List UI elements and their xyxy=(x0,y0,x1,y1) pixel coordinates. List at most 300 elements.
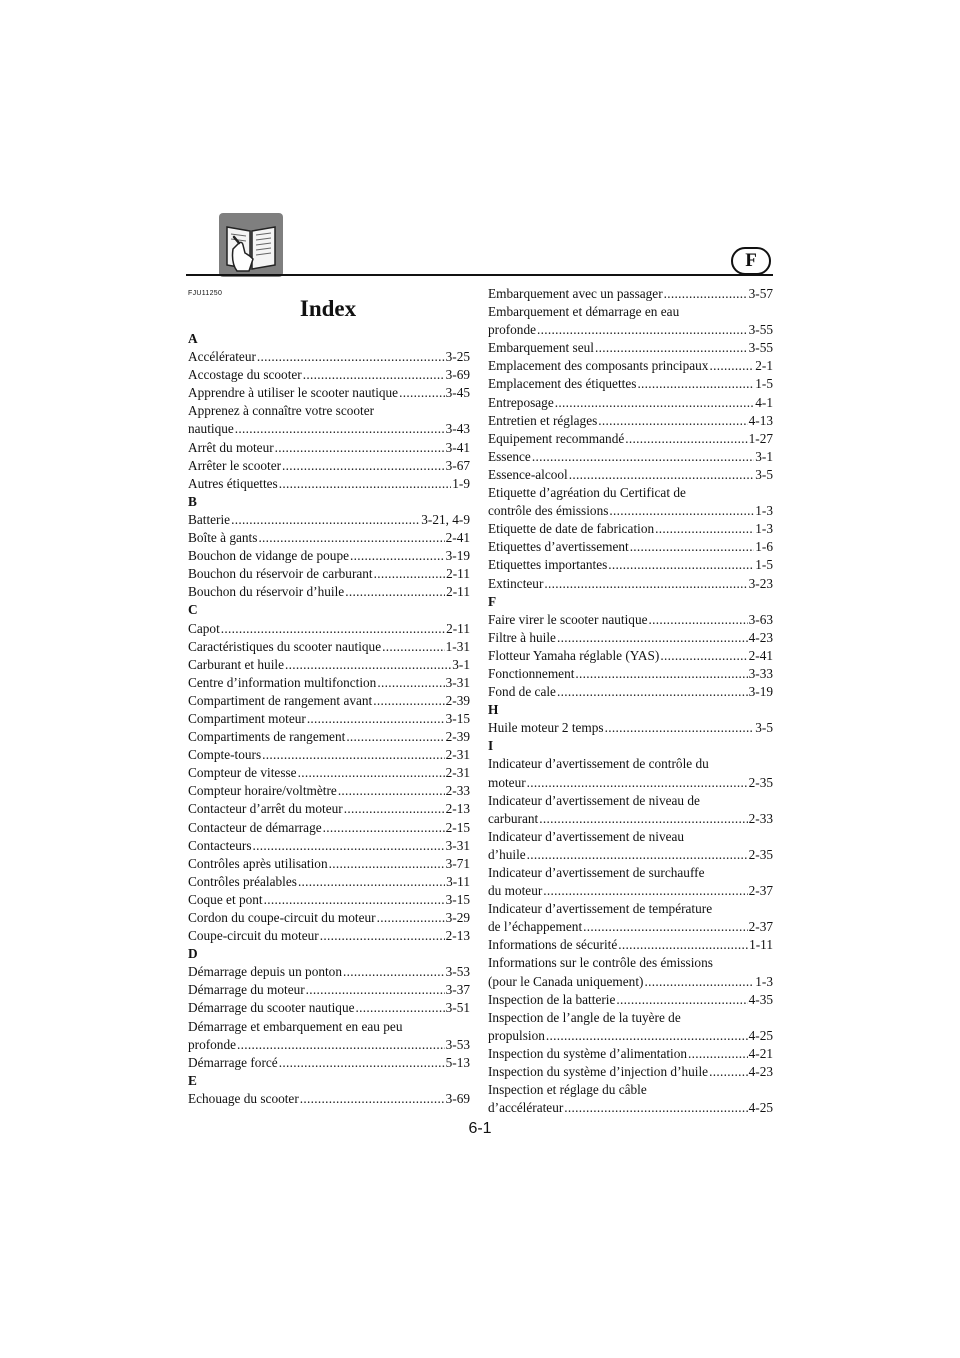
index-column-right xyxy=(488,285,773,1117)
index-entry-text: Démarrage depuis un ponton xyxy=(188,964,342,980)
index-entry-text: Boîte à gants xyxy=(188,530,258,546)
index-entry xyxy=(188,981,470,999)
dot-leader xyxy=(221,620,445,638)
index-entry xyxy=(488,1027,773,1045)
index-entry-text: Bouchon du réservoir de carburant xyxy=(188,566,373,582)
index-entry xyxy=(488,683,773,701)
dot-leader xyxy=(235,420,445,438)
index-page-ref: 1-9 xyxy=(452,475,470,491)
index-entry-text: Compte-tours xyxy=(188,747,262,763)
index-page-ref: 3-21, 4-9 xyxy=(421,511,470,527)
index-entry-text: Entreposage xyxy=(488,394,554,410)
index-entry xyxy=(488,321,773,339)
dot-leader xyxy=(557,683,748,701)
dot-leader xyxy=(329,855,445,873)
dot-leader xyxy=(377,674,444,692)
index-page-ref: 3-5 xyxy=(755,720,773,736)
index-entry-text: Inspection du système d’injection d’huile xyxy=(488,1064,709,1080)
index-entry-text: Démarrage du scooter nautique xyxy=(188,1000,355,1016)
index-entry-text: Indicateur d’avertissement de niveau de xyxy=(488,792,700,808)
index-entry xyxy=(488,502,773,520)
dot-leader xyxy=(307,710,445,728)
index-entry xyxy=(488,918,773,936)
dot-leader xyxy=(300,1090,445,1108)
index-entry xyxy=(488,375,773,393)
dot-leader xyxy=(555,394,755,412)
dot-leader xyxy=(564,1099,747,1117)
index-entry-text: Contacteur d’arrêt du moteur xyxy=(188,801,343,817)
index-entry xyxy=(188,1090,470,1108)
index-entry-text: Coque et pont xyxy=(188,891,263,907)
index-entry-text: Fond de cale xyxy=(488,684,556,700)
index-page-ref: 4-25 xyxy=(748,1100,773,1116)
dot-leader xyxy=(298,873,445,891)
page-number: 6-1 xyxy=(468,1120,492,1137)
dot-leader xyxy=(231,511,420,529)
page-title: Index xyxy=(299,296,357,321)
index-entry-text: Compartiment de rangement avant xyxy=(188,692,373,708)
index-letter-heading: B xyxy=(188,493,197,509)
index-entry-text: Compartiment moteur xyxy=(188,710,306,726)
index-entry-text: propulsion xyxy=(488,1027,545,1043)
index-page-ref: 2-33 xyxy=(748,810,773,826)
index-entry xyxy=(188,710,470,728)
dot-leader xyxy=(285,656,451,674)
index-entry-text: Indicateur d’avertissement de niveau xyxy=(488,828,685,844)
index-page-ref: 4-1 xyxy=(755,394,773,410)
index-entry-text: Contacteurs xyxy=(188,837,252,853)
index-entry xyxy=(188,674,470,692)
index-page-ref: 3-23 xyxy=(748,575,773,591)
index-page-ref: 3-29 xyxy=(445,910,470,925)
index-page-ref: 2-31 xyxy=(445,747,470,763)
dot-leader xyxy=(338,782,445,800)
dot-leader xyxy=(543,882,747,900)
index-entry xyxy=(188,764,470,782)
index-page-ref: 3-1 xyxy=(452,656,470,672)
index-page-ref: 2-41 xyxy=(748,647,773,663)
dot-leader xyxy=(306,981,445,999)
dot-leader xyxy=(575,665,747,683)
index-entry-text: Carburant et huile xyxy=(188,656,284,672)
index-page-ref: 3-55 xyxy=(748,322,773,338)
index-page-ref: 2-39 xyxy=(445,729,470,745)
index-entry-text: Cordon du coupe-circuit du moteur xyxy=(188,910,376,925)
index-entry xyxy=(488,647,773,665)
index-entry-text: Démarrage et embarquement en eau peu xyxy=(188,1018,403,1034)
index-page-ref: 2-11 xyxy=(446,584,470,600)
language-badge: F xyxy=(731,247,771,275)
index-entry-text: Etiquette de date de fabrication xyxy=(488,521,655,537)
index-entry-text: Indicateur d’avertissement de surchauffe xyxy=(488,865,705,880)
index-column-left xyxy=(188,330,470,1108)
index-entry-text: Coupe-circuit du moteur xyxy=(188,928,319,944)
index-entry-text: Compteur horaire/voltmètre xyxy=(188,783,337,799)
index-entry xyxy=(188,565,470,583)
index-page-ref: 4-25 xyxy=(748,1027,773,1043)
dot-leader xyxy=(527,774,748,792)
dot-leader xyxy=(609,502,754,520)
header-rule xyxy=(186,274,773,276)
index-page-ref: 5-13 xyxy=(445,1054,470,1070)
index-letter-heading: H xyxy=(488,702,499,718)
index-page-ref: 1-5 xyxy=(755,376,773,392)
index-entry-text: Embarquement avec un passager xyxy=(488,286,663,301)
index-entry xyxy=(488,466,773,484)
dot-leader xyxy=(546,1027,748,1045)
index-entry xyxy=(488,285,773,303)
dot-leader xyxy=(644,973,754,991)
index-page-ref: 2-1 xyxy=(755,358,773,374)
index-entry-text: Essence xyxy=(488,448,531,464)
index-entry xyxy=(188,583,470,601)
index-entry-text: Compartiments de rangement xyxy=(188,729,346,745)
index-page-ref: 3-33 xyxy=(748,665,773,681)
index-entry xyxy=(488,719,773,737)
index-entry-text: Contrôles après utilisation xyxy=(188,855,328,871)
index-entry xyxy=(188,439,470,457)
index-entry-text: Embarquement seul xyxy=(488,340,594,356)
dot-leader xyxy=(598,412,747,430)
dot-leader xyxy=(595,339,748,357)
index-entry xyxy=(488,846,773,864)
index-page-ref: 3-43 xyxy=(445,421,470,437)
index-entry-text: nautique xyxy=(188,421,234,437)
dot-leader xyxy=(350,547,445,565)
index-entry xyxy=(188,999,470,1017)
index-entry xyxy=(488,774,773,792)
index-entry xyxy=(188,800,470,818)
index-entry-text: Etiquettes importantes xyxy=(488,557,608,573)
index-entry xyxy=(188,819,470,837)
index-entry xyxy=(188,457,470,475)
index-page-ref: 3-55 xyxy=(748,340,773,356)
index-entry-text: Filtre à huile xyxy=(488,629,556,645)
index-entry-text: profonde xyxy=(488,322,536,338)
dot-leader xyxy=(649,611,748,629)
index-entry xyxy=(488,973,773,991)
dot-leader xyxy=(660,647,747,665)
index-page-ref: 2-35 xyxy=(748,846,773,862)
index-entry-text: de l’échappement xyxy=(488,919,583,935)
index-page-ref: 4-21 xyxy=(748,1045,773,1061)
index-page-ref: 3-19 xyxy=(445,548,470,564)
dot-leader xyxy=(279,475,452,493)
dot-leader xyxy=(616,991,747,1009)
index-entry xyxy=(488,1045,773,1063)
index-letter-heading: C xyxy=(188,602,198,618)
dot-leader xyxy=(709,1063,748,1081)
index-entry xyxy=(488,936,773,954)
dot-leader xyxy=(345,583,445,601)
index-page-ref: 3-15 xyxy=(445,891,470,907)
index-page-ref: 2-11 xyxy=(446,620,470,636)
index-page-ref: 2-13 xyxy=(445,801,470,817)
index-entry xyxy=(188,656,470,674)
index-page-ref: 3-37 xyxy=(445,982,470,998)
index-letter-heading: E xyxy=(188,1072,197,1088)
index-entry-text: Bouchon du réservoir d’huile xyxy=(188,584,345,600)
index-entry-text: Contacteur de démarrage xyxy=(188,819,322,835)
index-page-ref: 2-11 xyxy=(446,566,470,582)
doc-code: FJU11250 xyxy=(188,290,223,297)
index-letter-heading: F xyxy=(488,593,497,609)
index-entry-text: Essence-alcool xyxy=(488,466,568,482)
index-entry xyxy=(488,556,773,574)
index-entry xyxy=(188,963,470,981)
index-entry-text: profonde xyxy=(188,1036,236,1052)
dot-leader xyxy=(618,936,748,954)
dot-leader xyxy=(344,800,445,818)
dot-leader xyxy=(257,348,445,366)
index-entry xyxy=(488,629,773,647)
index-page-ref: 3-19 xyxy=(748,684,773,700)
index-entry-text: Inspection du système d’alimentation xyxy=(488,1045,688,1061)
dot-leader xyxy=(237,1036,445,1054)
dot-leader xyxy=(625,430,747,448)
index-entry xyxy=(188,927,470,945)
index-entry-text: Inspection de l’angle de la tuyère de xyxy=(488,1009,681,1025)
index-page-ref: 2-37 xyxy=(748,883,773,899)
dot-leader xyxy=(537,321,748,339)
index-page-ref: 2-35 xyxy=(748,774,773,790)
index-entry-text: Centre d’information multifonction xyxy=(188,674,377,690)
index-entry-text: Indicateur d’avertissement de contrôle du xyxy=(488,756,709,772)
index-page-ref: 3-41 xyxy=(445,439,470,455)
dot-leader xyxy=(253,837,445,855)
index-entry xyxy=(188,855,470,873)
manual-hand-icon xyxy=(219,213,283,277)
index-page-ref: 4-23 xyxy=(748,1064,773,1080)
dot-leader xyxy=(605,719,755,737)
index-entry xyxy=(488,991,773,1009)
index-entry xyxy=(488,882,773,900)
index-entry xyxy=(488,810,773,828)
dot-leader xyxy=(282,457,445,475)
index-page-ref: 3-67 xyxy=(445,457,470,473)
index-entry-text: Batterie xyxy=(188,511,231,527)
index-entry-text: Embarquement et démarrage en eau xyxy=(488,304,680,320)
index-entry-text: Fonctionnement xyxy=(488,665,575,681)
index-entry-text: Equipement recommandé xyxy=(488,430,625,446)
dot-leader xyxy=(630,538,755,556)
index-entry xyxy=(188,873,470,891)
index-entry-text: Informations sur le contrôle des émissions xyxy=(488,955,713,971)
index-entry xyxy=(188,692,470,710)
dot-leader xyxy=(544,575,747,593)
index-entry-text: Informations de sécurité xyxy=(488,937,618,953)
index-entry xyxy=(188,511,470,529)
index-entry xyxy=(488,412,773,430)
index-entry-text: Inspection et réglage du câble xyxy=(488,1082,647,1098)
index-entry-text: Apprenez à connaître votre scooter xyxy=(188,403,375,419)
index-entry xyxy=(188,746,470,764)
index-page-ref: 3-69 xyxy=(445,1090,470,1106)
index-entry-text: Entretien et réglages xyxy=(488,412,598,428)
index-entry-text: Inspection de la batterie xyxy=(488,991,616,1007)
dot-leader xyxy=(303,366,445,384)
index-entry-text: Apprendre à utiliser le scooter nautique xyxy=(188,385,399,401)
index-entry xyxy=(188,782,470,800)
dot-leader xyxy=(709,357,754,375)
dot-leader xyxy=(532,448,754,466)
index-page-ref: 3-1 xyxy=(755,448,773,464)
index-page-ref: 3-53 xyxy=(445,964,470,980)
index-entry-text: Contrôles préalables xyxy=(188,873,297,889)
dot-leader xyxy=(637,375,754,393)
index-page-ref: 2-15 xyxy=(445,819,470,835)
index-entry xyxy=(188,1036,470,1054)
index-page-ref: 1-3 xyxy=(755,521,773,537)
index-entry-text: contrôle des émissions xyxy=(488,503,609,519)
index-entry-text: Flotteur Yamaha réglable (YAS) xyxy=(488,647,660,663)
index-entry xyxy=(188,547,470,565)
index-entry xyxy=(188,909,470,927)
index-entry xyxy=(488,538,773,556)
index-entry xyxy=(188,420,470,438)
index-entry xyxy=(188,728,470,746)
index-letter-heading: I xyxy=(488,738,494,754)
index-entry-text: (pour le Canada uniquement) xyxy=(488,973,644,989)
index-page-ref: 3-25 xyxy=(445,349,470,365)
dot-leader xyxy=(356,999,445,1017)
index-entry-text: Etiquettes d’avertissement xyxy=(488,539,629,555)
index-page-ref: 3-5 xyxy=(755,466,773,482)
dot-leader xyxy=(374,565,445,583)
index-entry xyxy=(188,891,470,909)
index-entry-text: d’huile xyxy=(488,846,526,862)
index-entry-text: Démarrage forcé xyxy=(188,1054,278,1070)
index-page-ref: 3-11 xyxy=(446,873,470,889)
dot-leader xyxy=(264,891,445,909)
index-entry-text: Faire virer le scooter nautique xyxy=(488,611,648,627)
index-page-ref: 3-45 xyxy=(445,385,470,401)
dot-leader xyxy=(382,638,445,656)
index-entry-text: Caractéristiques du scooter nautique xyxy=(188,638,382,654)
index-page-ref: 2-31 xyxy=(445,765,470,781)
index-entry xyxy=(488,520,773,538)
dot-leader xyxy=(323,819,445,837)
dot-leader xyxy=(399,384,445,402)
index-entry xyxy=(188,529,470,547)
index-entry-text: Arrêter le scooter xyxy=(188,457,282,473)
index-entry xyxy=(488,665,773,683)
index-page-ref: 1-6 xyxy=(755,539,773,555)
dot-leader xyxy=(557,629,748,647)
dot-leader xyxy=(373,692,444,710)
index-entry-text: du moteur xyxy=(488,883,543,899)
index-entry xyxy=(488,339,773,357)
index-entry-text: moteur xyxy=(488,774,526,790)
index-page-ref: 2-39 xyxy=(445,692,470,708)
index-entry xyxy=(188,475,470,493)
dot-leader xyxy=(258,529,444,547)
dot-leader xyxy=(377,909,445,927)
index-page-ref: 3-63 xyxy=(748,611,773,627)
index-page-ref: 4-13 xyxy=(748,412,773,428)
index-entry-text: Emplacement des étiquettes xyxy=(488,376,637,392)
index-page-ref: 3-71 xyxy=(445,855,470,871)
index-page-ref: 2-13 xyxy=(445,928,470,944)
index-entry-text: Démarrage du moteur xyxy=(188,982,305,998)
index-entry-text: Autres étiquettes xyxy=(188,475,278,491)
dot-leader xyxy=(320,927,445,945)
index-entry-text: Compteur de vitesse xyxy=(188,765,297,781)
index-page-ref: 3-53 xyxy=(445,1036,470,1052)
index-page-ref: 3-31 xyxy=(445,837,470,853)
dot-leader xyxy=(569,466,755,484)
index-page-ref: 1-31 xyxy=(445,638,470,654)
index-page-ref: 2-37 xyxy=(748,919,773,935)
dot-leader xyxy=(664,285,748,303)
index-entry xyxy=(488,357,773,375)
index-page-ref: 1-3 xyxy=(755,503,773,519)
index-page-ref: 2-33 xyxy=(445,783,470,799)
index-entry xyxy=(188,620,470,638)
index-entry xyxy=(488,575,773,593)
dot-leader xyxy=(275,439,445,457)
index-entry-text: Emplacement des composants principaux xyxy=(488,358,709,374)
dot-leader xyxy=(608,556,754,574)
index-entry xyxy=(488,430,773,448)
dot-leader xyxy=(262,746,444,764)
index-entry xyxy=(488,448,773,466)
index-entry-text: Accostage du scooter xyxy=(188,367,302,383)
index-entry xyxy=(488,1099,773,1117)
index-page-ref: 1-11 xyxy=(749,937,773,953)
index-letter-heading: D xyxy=(188,946,198,962)
index-entry-text: Arrêt du moteur xyxy=(188,439,274,455)
index-entry xyxy=(188,1054,470,1072)
index-entry-text: Indicateur d’avertissement de température xyxy=(488,901,713,917)
index-entry xyxy=(188,366,470,384)
index-entry xyxy=(188,638,470,656)
index-page-ref: 2-41 xyxy=(445,530,470,546)
index-page-ref: 4-23 xyxy=(748,629,773,645)
index-entry-text: carburant xyxy=(488,810,539,826)
dot-leader xyxy=(279,1054,445,1072)
index-entry-text: Echouage du scooter xyxy=(188,1090,299,1106)
index-page-ref: 3-15 xyxy=(445,710,470,726)
dot-leader xyxy=(655,520,754,538)
index-entry-text: Capot xyxy=(188,620,220,636)
index-page-ref: 1-3 xyxy=(755,973,773,989)
index-page-ref: 1-27 xyxy=(748,430,773,446)
dot-leader xyxy=(346,728,444,746)
index-entry xyxy=(488,394,773,412)
index-page-ref: 1-5 xyxy=(755,557,773,573)
index-page-ref: 3-31 xyxy=(445,674,470,690)
dot-leader xyxy=(527,846,748,864)
index-entry-text: Accélérateur xyxy=(188,349,256,365)
index-entry xyxy=(188,837,470,855)
index-entry xyxy=(188,348,470,366)
index-entry-text: Bouchon de vidange de poupe xyxy=(188,548,349,564)
index-entry-text: d’accélérateur xyxy=(488,1100,564,1116)
index-page-ref: 3-69 xyxy=(445,367,470,383)
index-entry xyxy=(488,1063,773,1081)
index-page-ref: 3-51 xyxy=(445,1000,470,1016)
index-entry xyxy=(188,384,470,402)
dot-leader xyxy=(298,764,445,782)
index-entry-text: Etiquette d’agréation du Certificat de xyxy=(488,485,686,501)
dot-leader xyxy=(688,1045,748,1063)
dot-leader xyxy=(343,963,445,981)
index-page-ref: 3-57 xyxy=(748,286,773,301)
index-entry-text: Extincteur xyxy=(488,575,544,591)
index-letter-heading: A xyxy=(188,331,198,346)
index-entry-text: Huile moteur 2 temps xyxy=(488,720,604,736)
